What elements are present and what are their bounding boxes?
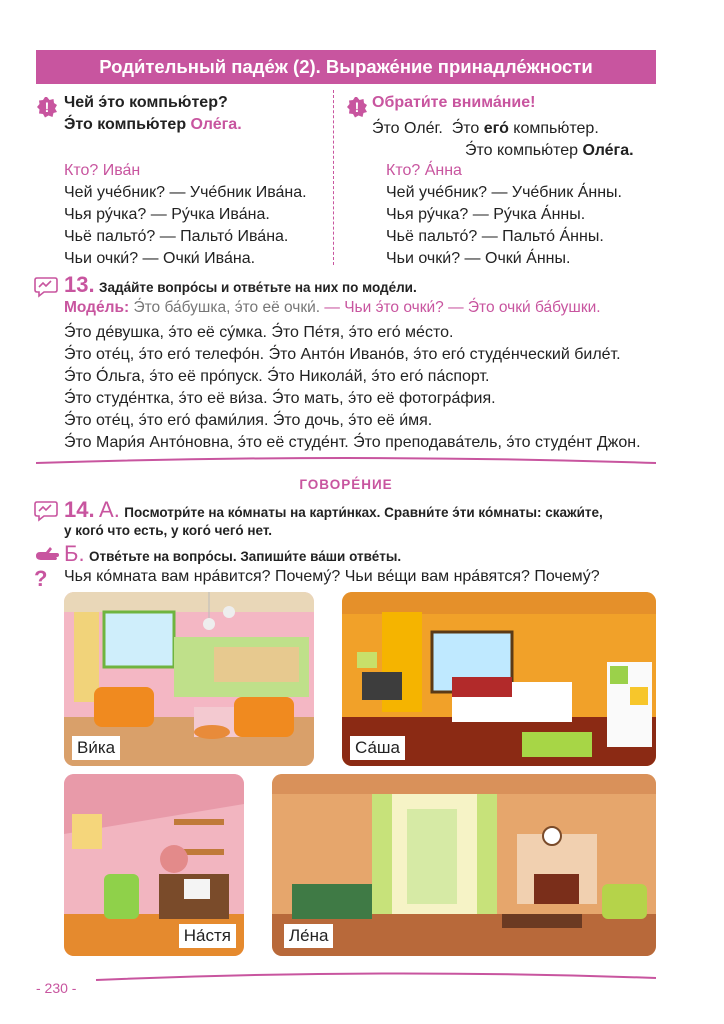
right-heading: Обрати́те внима́ние! [372, 94, 536, 111]
right-line: Чьё пальто́? — Пальто́ А́нны. [386, 228, 604, 245]
section-separator [36, 455, 656, 467]
left-line: Чья ру́чка? — Ру́чка Ива́на. [64, 206, 270, 223]
ex13-model: Моде́ль: Э́то ба́бушка, э́то её очки́. — Чьи э́то очки́? — Э́то очки́ ба́бушки. [64, 299, 601, 316]
page-title: Роди́тельный паде́ж (2). Выраже́ние принадле́жности [36, 50, 656, 84]
room-image-lena [272, 774, 656, 956]
question-mark-icon: ? [34, 566, 48, 591]
attention-icon [346, 96, 368, 118]
svg-text:!: ! [44, 99, 50, 115]
ex13-line: Э́то оте́ц, э́то его́ телефо́н. Э́то Анто́н Ивано́в, э́то его́ студе́нческий биле́т. [64, 346, 621, 363]
chat-icon [34, 276, 58, 298]
right-line-2: Э́то компью́тер Оле́га. [465, 142, 634, 159]
left-line: Чьи очки́? — Очки́ Ива́на. [64, 250, 256, 267]
writing-hand-icon [34, 544, 60, 564]
left-answer: Э́то компью́тер Оле́га. [64, 116, 242, 133]
right-line: Чей уче́бник? — Уче́бник А́нны. [386, 184, 622, 201]
room-image-sasha [342, 592, 656, 766]
ex14-header: 14. А. Посмотри́те на ко́мнаты на карти́нках. Сравни́те э́ти ко́мнаты: скажи́те, [64, 497, 603, 522]
room-label: На́стя [179, 924, 236, 948]
left-question: Чей э́то компью́тер? [64, 94, 228, 111]
footer-line [36, 968, 656, 988]
left-line: Чьё пальто́? — Пальто́ Ива́на. [64, 228, 289, 245]
ex13-line: Э́то О́льга, э́то её про́пуск. Э́то Никола́й, э́то его́ па́спорт. [64, 368, 490, 385]
section-title: ГОВОРЕ́НИЕ [299, 477, 393, 492]
left-who: Кто? Ива́н [64, 162, 141, 179]
ex13-line: Э́то де́вушка, э́то её су́мка. Э́то Пе́тя, э́то его́ ме́сто. [64, 324, 454, 341]
room-image-nastya [64, 774, 244, 956]
ex13-line: Э́то оте́ц, э́то его́ фами́лия. Э́то дочь, э́то её и́мя. [64, 412, 433, 429]
left-line: Чей уче́бник? — Уче́бник Ива́на. [64, 184, 307, 201]
room-label: Са́ша [350, 736, 405, 760]
right-line: Чья ру́чка? — Ру́чка А́нны. [386, 206, 586, 223]
room-image-vika [64, 592, 314, 766]
ex14-question: Чья ко́мната вам нра́вится? Почему́? Чьи ве́щи вам нра́вятся? Почему́? [64, 568, 600, 585]
svg-text:!: ! [354, 99, 360, 115]
ex13-header: 13. Зада́йте вопро́сы и отве́тьте на них по моде́ли. [64, 272, 417, 297]
ex13-line: Э́то студе́нтка, э́то её ви́за. Э́то мать, э́то её фотогра́фия. [64, 390, 496, 407]
page-number: - 230 - [36, 980, 77, 996]
column-divider [333, 90, 334, 265]
chat-icon [34, 500, 58, 522]
right-line: Чьи очки́? — Очки́ А́нны. [386, 250, 571, 267]
ex14-b-header: Б. Отве́тьте на вопро́сы. Запиши́те ва́ши отве́ты. [64, 541, 402, 566]
right-line-1: Э́то Оле́г. Э́то его́ компью́тер. [372, 120, 599, 137]
right-who: Кто? А́нна [386, 162, 462, 179]
room-label: Ле́на [284, 924, 333, 948]
room-label: Ви́ка [72, 736, 120, 760]
attention-icon [36, 96, 58, 118]
ex14-instruction-a2: у кого́ что есть, у кого́ чего́ нет. [64, 523, 273, 538]
ex13-line: Э́то Мари́я Анто́новна, э́то её студе́нт. Э́то преподава́тель, э́то студе́нт Джон. [64, 434, 641, 451]
